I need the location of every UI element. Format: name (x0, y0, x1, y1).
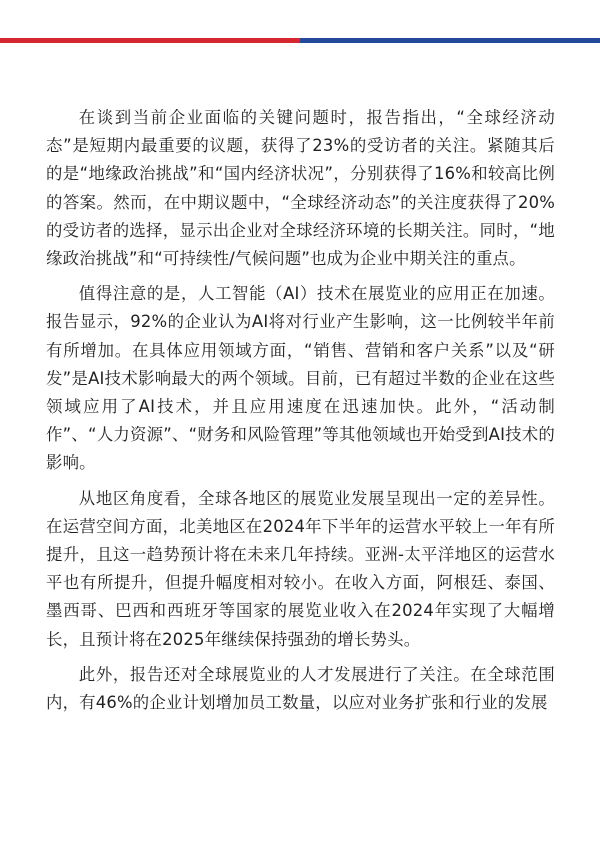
paragraph-key-issues: 在谈到当前企业面临的关键问题时，报告指出，“全球经济动态”是短期内最重要的议题，获得了23%的受访者的关注。紧随其后的是“地缘政治挑战”和“国内经济状况”，分别获得了16%和较高比例的答案。然而，在中期议题中，“全球经济动态”的关注度获得了20%的受访者的选择，显示出企业对全球经济环境的长期关注。同时，“地缘政治挑战”和“可持续性/气候问题”也成为企业中期关注的重点。 (46, 108, 555, 269)
header-band-red (0, 38, 300, 43)
paragraph-regional-differences: 从地区角度看，全球各地区的展览业发展呈现出一定的差异性。在运营空间方面，北美地区在2024年下半年的运营水平较上一年有所提升，且这一趋势预计将在未来几年持续。亚洲-太平洋地区的运营水平也有所提升，但提升幅度相对较小。在收入方面，阿根廷、泰国、墨西哥、巴西和西班牙等国家的展览业收入在2024年实现了大幅增长，且预计将在2025年继续保持强劲的增长势头。 (46, 488, 555, 649)
paragraph-ai-adoption: 值得注意的是，人工智能（AI）技术在展览业的应用正在加速。报告显示，92%的企业认为AI将对行业产生影响，这一比例较半年前有所增加。在具体应用领域方面，“销售、营销和客户关系”以及“研发”是AI技术影响最大的两个领域。目前，已有超过半数的企业在这些领域应用了AI技术，并且应用速度在迅速加快。此外，“活动制作”、“人力资源”、“财务和风险管理”等其他领域也开始受到AI技术的影响。 (46, 284, 555, 473)
header-color-band (0, 38, 600, 43)
paragraph-talent-development: 此外，报告还对全球展览业的人才发展进行了关注。在全球范围内，有46%的企业计划增加员工数量，以应对业务扩张和行业的发展 (46, 664, 555, 713)
document-body (46, 104, 555, 724)
header-band-blue (300, 38, 600, 43)
